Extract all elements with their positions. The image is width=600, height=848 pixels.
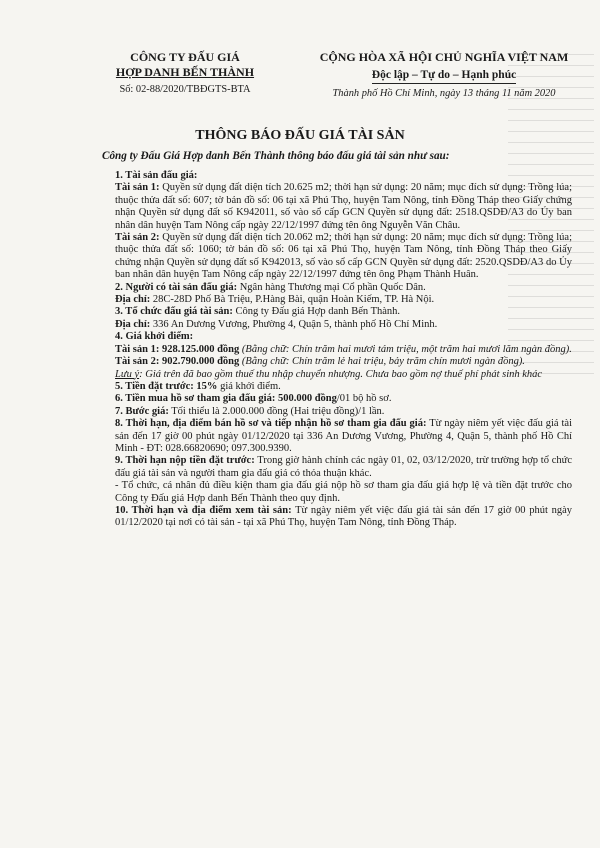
- section-5-text: giá khởi điểm.: [217, 380, 281, 392]
- section-1-heading: 1. Tài sản đấu giá:: [115, 170, 198, 181]
- asset-1-text: Quyền sử dụng đất diện tích 20.625 m2; thời hạn sử dụng: 20 năm; mục đích sử dụng: Trồng lúa; thuộc thửa đất số: 607; tờ bản đồ số: 06 tại xã Phú Thọ, huyện Tam Nông, tỉnh Đồng Tháp theo Giấy chứng nhận Quyền sử dụng đất số K942011, số vào sổ cấp GCN Quyền sử dụng đất: 2518.QSDĐ/A3 do Ủy ban nhân dân huyện Tam Nông cấp ngày 22/12/1997 đứng tên ông Nguyễn Văn Châu.: [115, 182, 573, 231]
- national-motto: Độc lập – Tự do – Hạnh phúc: [372, 68, 516, 84]
- section-8: [115, 418, 572, 455]
- section-10-heading: 10. Thời hạn và địa điểm xem tài sản:: [115, 504, 292, 516]
- section-3-heading: 3. Tổ chức đấu giá tài sản:: [115, 306, 233, 318]
- section-9-note: - Tổ chức, cá nhân đủ điều kiện tham gia đấu giá nộp hồ sơ tham gia đấu giá hợp lệ và tiền đặt trước cho Công ty Đấu giá Hợp danh Bến Thành theo quy định.: [115, 480, 572, 504]
- section-10: [115, 505, 572, 530]
- price-note-label: Lưu ý: [115, 368, 140, 380]
- document-title: THÔNG BÁO ĐẤU GIÁ TÀI SẢN: [195, 128, 405, 143]
- company-name-line1: CÔNG TY ĐẤU GIÁ: [130, 50, 240, 64]
- owner-address: [115, 294, 572, 306]
- section-7-text: Tối thiểu là 2.000.000 đồng (Hai triệu đồng)/1 lần.: [168, 405, 385, 417]
- section-2-heading: 2. Người có tài sản đấu giá:: [115, 281, 238, 293]
- section-8-text: Từ ngày niêm yết việc đấu giá tài sản đến 17 giờ 00 phút ngày 01/12/2020 tại 336 An Dương Vương, Phường 4, Quận 5, thành phố Hồ Chí Minh - ĐT: 028.66820690; 097.300.9390.: [115, 418, 573, 454]
- section-6: [115, 393, 572, 405]
- section-7: [115, 406, 572, 418]
- asset-2-paragraph: [115, 232, 572, 282]
- section-6-heading: 6. Tiền mua hồ sơ tham gia đấu giá: 500.000 đồng: [115, 393, 337, 405]
- asset-2-text: Quyền sử dụng đất diện tích 20.062 m2; thời hạn sử dụng: 20 năm; mục đích sử dụng: Trồng lúa; thuộc thửa đất số: 1060; tờ bản đồ số: 06 tại xã Phú Thọ, huyện Tam Nông, tỉnh Đồng Tháp theo Giấy chứng nhận Quyền sử dụng đất số K942013, số vào sổ cấp GCN Quyền sử dụng đất: 2520.QSDĐ/A3 do Ủy ban nhân dân huyện Tam Nông cấp ngày 22/12/1997 đứng tên ông Phạm Thành Huân.: [115, 232, 573, 281]
- section-7-heading: 7. Bước giá:: [115, 405, 169, 417]
- price-note-text: : Giá trên đã bao gồm thuế thu nhập chuyển nhượng. Chưa bao gồm nợ thuế phí phát sinh khác: [139, 368, 543, 380]
- price-1-value: 928.125.000 đồng: [159, 343, 240, 355]
- document-header: [0, 50, 600, 114]
- place-and-date: Thành phố Hồ Chí Minh, ngày 13 tháng 11 năm 2020: [332, 88, 556, 99]
- intro-line: Công ty Đấu Giá Hợp danh Bến Thành thông báo đấu giá tài sản như sau:: [102, 150, 450, 162]
- price-note: [115, 369, 572, 381]
- price-1-words: (Bằng chữ: Chín trăm hai mươi tám triệu, một trăm hai mươi lăm ngàn đồng).: [239, 343, 572, 355]
- national-block: [284, 50, 600, 99]
- price-1-label: Tài sản 1:: [115, 343, 160, 355]
- auctioneer-address-label: Địa chỉ:: [115, 318, 151, 330]
- section-3-text: Công ty Đấu giá Hợp danh Bến Thành.: [232, 306, 401, 318]
- section-4-heading: 4. Giá khởi điểm:: [115, 331, 194, 343]
- document-body: [115, 170, 572, 530]
- auctioneer-address-text: 336 An Dương Vương, Phường 4, Quận 5, thành phố Hồ Chí Minh.: [150, 318, 438, 330]
- price-2-label: Tài sản 2:: [115, 356, 160, 368]
- price-2-value: 902.790.000 đồng: [159, 356, 240, 368]
- section-9-text: Trong giờ hành chính các ngày 01, 02, 03/12/2020, trừ trường hợp tổ chức đấu giá tài sản và người tham gia đấu giá có thỏa thuận khác.: [115, 455, 573, 479]
- section-5: [115, 381, 572, 393]
- company-name-line2: HỢP DANH BẾN THÀNH: [115, 65, 255, 79]
- section-2-text: Ngân hàng Thương mại Cổ phần Quốc Dân.: [237, 281, 426, 293]
- owner-address-text: 28C-28D Phố Bà Triệu, P.Hàng Bài, quận Hoàn Kiếm, TP. Hà Nội.: [150, 294, 435, 306]
- nation-name: CỘNG HÒA XÃ HỘI CHỦ NGHĨA VIỆT NAM: [319, 50, 569, 64]
- price-2-paragraph: [115, 356, 572, 368]
- section-2: [115, 282, 572, 294]
- section-3: [115, 306, 572, 318]
- asset-1-paragraph: [115, 182, 572, 232]
- section-6-text: /01 bộ hồ sơ.: [336, 393, 392, 405]
- section-8-heading: 8. Thời hạn, địa điểm bán hồ sơ và tiếp nhận hồ sơ tham gia đấu giá:: [115, 418, 427, 430]
- owner-address-label: Địa chỉ:: [115, 294, 151, 306]
- document-number: Số: 02-88/2020/TBĐGTS-BTA: [119, 84, 251, 95]
- auctioneer-address: [115, 319, 572, 331]
- price-2-words: (Bằng chữ: Chín trăm lẻ hai triệu, bảy trăm chín mươi ngàn đồng).: [239, 356, 525, 368]
- section-10-text: Từ ngày niêm yết việc đấu giá tài sản đến 17 giờ 00 phút ngày 01/12/2020 tại nơi có tài sản - tại xã Phú Thọ, huyện Tam Nông, tỉnh Đồng Tháp.: [115, 504, 572, 529]
- section-9-heading: 9. Thời hạn nộp tiền đặt trước:: [115, 455, 255, 467]
- price-1-paragraph: [115, 344, 572, 356]
- asset-2-label: Tài sản 2:: [115, 232, 160, 244]
- section-9: [115, 455, 572, 480]
- issuer-block: [80, 50, 290, 95]
- section-5-heading: 5. Tiền đặt trước: 15%: [115, 380, 218, 392]
- asset-1-label: Tài sản 1:: [115, 182, 160, 194]
